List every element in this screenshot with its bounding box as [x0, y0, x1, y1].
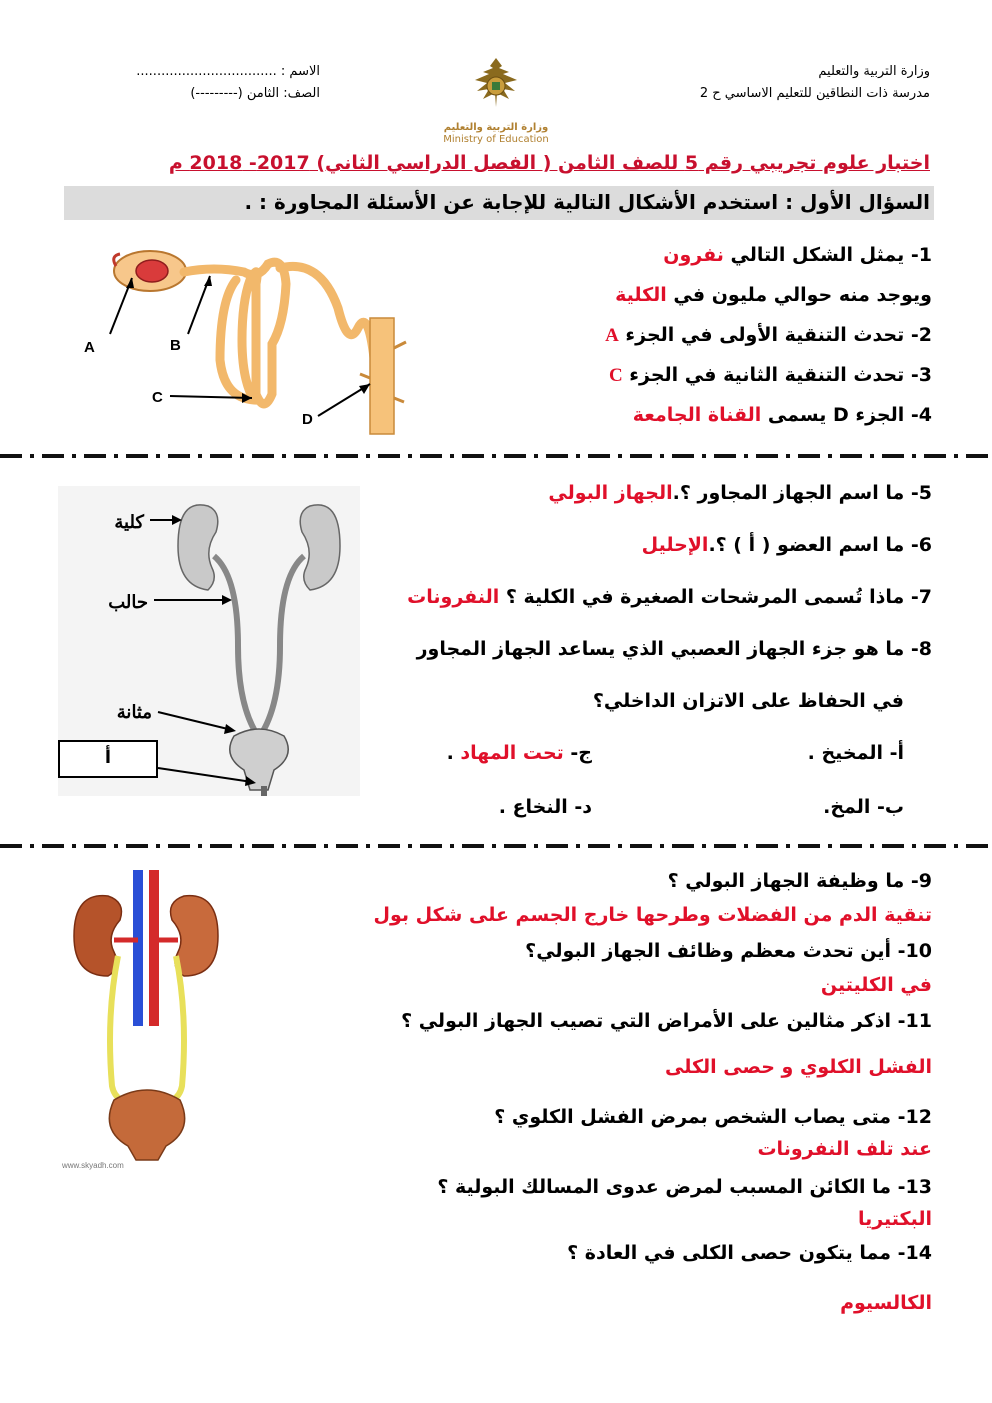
kidney-label: كلية	[114, 512, 144, 532]
ureter-label: حالب	[108, 592, 148, 612]
grade-field[interactable]: الصف: الثامن (---------)	[190, 86, 320, 101]
question-heading-bar	[64, 186, 934, 220]
nephron-label-d: D	[302, 411, 313, 428]
option-c-answer: تحت المهاد	[460, 742, 564, 764]
exam-title: اختبار علوم تجريبي رقم 5 للصف الثامن ( الفصل الدراسي الثاني) 2017- 2018 م	[168, 152, 930, 174]
image-watermark: www.skyadh.com	[62, 1161, 124, 1170]
question-1b-answer: الكلية	[615, 284, 667, 306]
question-9: 9- ما وظيفة الجهاز البولي ؟	[667, 870, 932, 892]
question-14: 14- مما يتكون حصى الكلى في العادة ؟	[567, 1242, 932, 1264]
question-5-answer: الجهاز البولي	[548, 482, 673, 504]
question-2-answer: A	[605, 325, 619, 346]
question-2	[605, 324, 932, 347]
question-3-answer: C	[608, 365, 623, 386]
question-5	[548, 482, 932, 504]
question-8: 8- ما هو جزء الجهاز العصبي الذي يساعد الجهاز المجاور	[416, 638, 932, 660]
question-1	[663, 244, 932, 266]
ministry-name: وزارة التربية والتعليم	[818, 64, 930, 79]
question-13-answer: البكتيريا	[857, 1208, 932, 1230]
question-1b	[615, 284, 932, 306]
section-divider	[0, 454, 992, 458]
question-5-text: 5- ما اسم الجهاز المجاور ؟.	[672, 482, 932, 504]
collecting-duct	[370, 318, 394, 434]
option-c-suffix: .	[446, 742, 461, 764]
student-name-field[interactable]: الاسم : ..................................	[136, 64, 320, 79]
question-12-answer: عند تلف النفرونات	[757, 1138, 932, 1160]
question-13: 13- ما الكائن المسبب لمرض عدوى المسالك البولية ؟	[437, 1176, 932, 1198]
question-10-answer: في الكليتين	[820, 974, 932, 996]
bladder-label: مثانة	[116, 702, 152, 722]
option-b[interactable]: ب- المخ.	[823, 796, 904, 818]
tubule	[184, 262, 286, 404]
question-4	[633, 404, 932, 426]
distal-tubule	[280, 266, 374, 358]
nephron-label-b: B	[170, 337, 181, 354]
nephron-label-c: C	[152, 389, 163, 406]
question-6	[642, 534, 932, 556]
question-4-text: 4- الجزء D يسمى	[761, 404, 932, 426]
question-6-answer: الإحليل	[641, 534, 709, 556]
urinary-system-color-diagram	[58, 866, 298, 1176]
school-name: مدرسة ذات النطاقين للتعليم الاساسي ح 2	[699, 86, 930, 101]
answer-box-a: أ	[58, 740, 158, 778]
logo-text-ar: وزارة التربية والتعليم	[443, 122, 549, 133]
question-7	[407, 586, 932, 608]
question-8-line2: في الحفاظ على الاتزان الداخلي؟	[592, 690, 904, 712]
question-6-text: 6- ما اسم العضو ( أ ) ؟.	[708, 534, 932, 556]
nephron-diagram	[70, 238, 410, 438]
question-3-text: 3- تحدث التنقية الثانية في الجزء	[622, 364, 932, 386]
question-7-text: 7- ماذا تُسمى المرشحات الصغيرة في الكلية ؟	[499, 586, 932, 608]
question-1-text: 1- يمثل الشكل التالي	[723, 244, 932, 266]
glomerulus	[136, 260, 168, 282]
question-one-heading: السؤال الأول : استخدم الأشكال التالية للإجابة عن الأسئلة المجاورة : .	[244, 190, 930, 214]
falcon-emblem-icon	[436, 54, 556, 118]
ministry-logo	[436, 54, 556, 150]
question-1b-text: ويوجد منه حوالي مليون في	[666, 284, 932, 306]
question-4-answer: القناة الجامعة	[632, 404, 762, 426]
logo-text-en: Ministry of Education	[443, 134, 549, 145]
question-11-answer: الفشل الكلوي و حصى الكلى	[665, 1056, 932, 1078]
option-d[interactable]: د- النخاع .	[498, 796, 592, 818]
nephron-label-a: A	[84, 339, 95, 356]
question-14-answer: الكالسيوم	[840, 1292, 932, 1314]
question-1-answer: نفرون	[663, 244, 724, 266]
option-c[interactable]	[447, 742, 592, 764]
question-10: 10- أين تحدث معظم وظائف الجهاز البولي؟	[525, 940, 932, 962]
option-c-prefix: ج-	[563, 742, 592, 764]
question-7-answer: النفرونات	[407, 586, 500, 608]
question-9-answer: تنقية الدم من الفضلات وطرحها خارج الجسم على شكل بول	[373, 904, 932, 926]
section-divider	[0, 844, 992, 848]
question-3	[609, 364, 932, 387]
question-2-text: 2- تحدث التنقية الأولى في الجزء	[618, 324, 932, 346]
question-12: 12- متى يصاب الشخص بمرض الفشل الكلوي ؟	[494, 1106, 932, 1128]
question-11: 11- اذكر مثالين على الأمراض التي تصيب الجهاز البولي ؟	[401, 1010, 932, 1032]
option-a[interactable]: أ- المخيخ .	[807, 742, 904, 764]
